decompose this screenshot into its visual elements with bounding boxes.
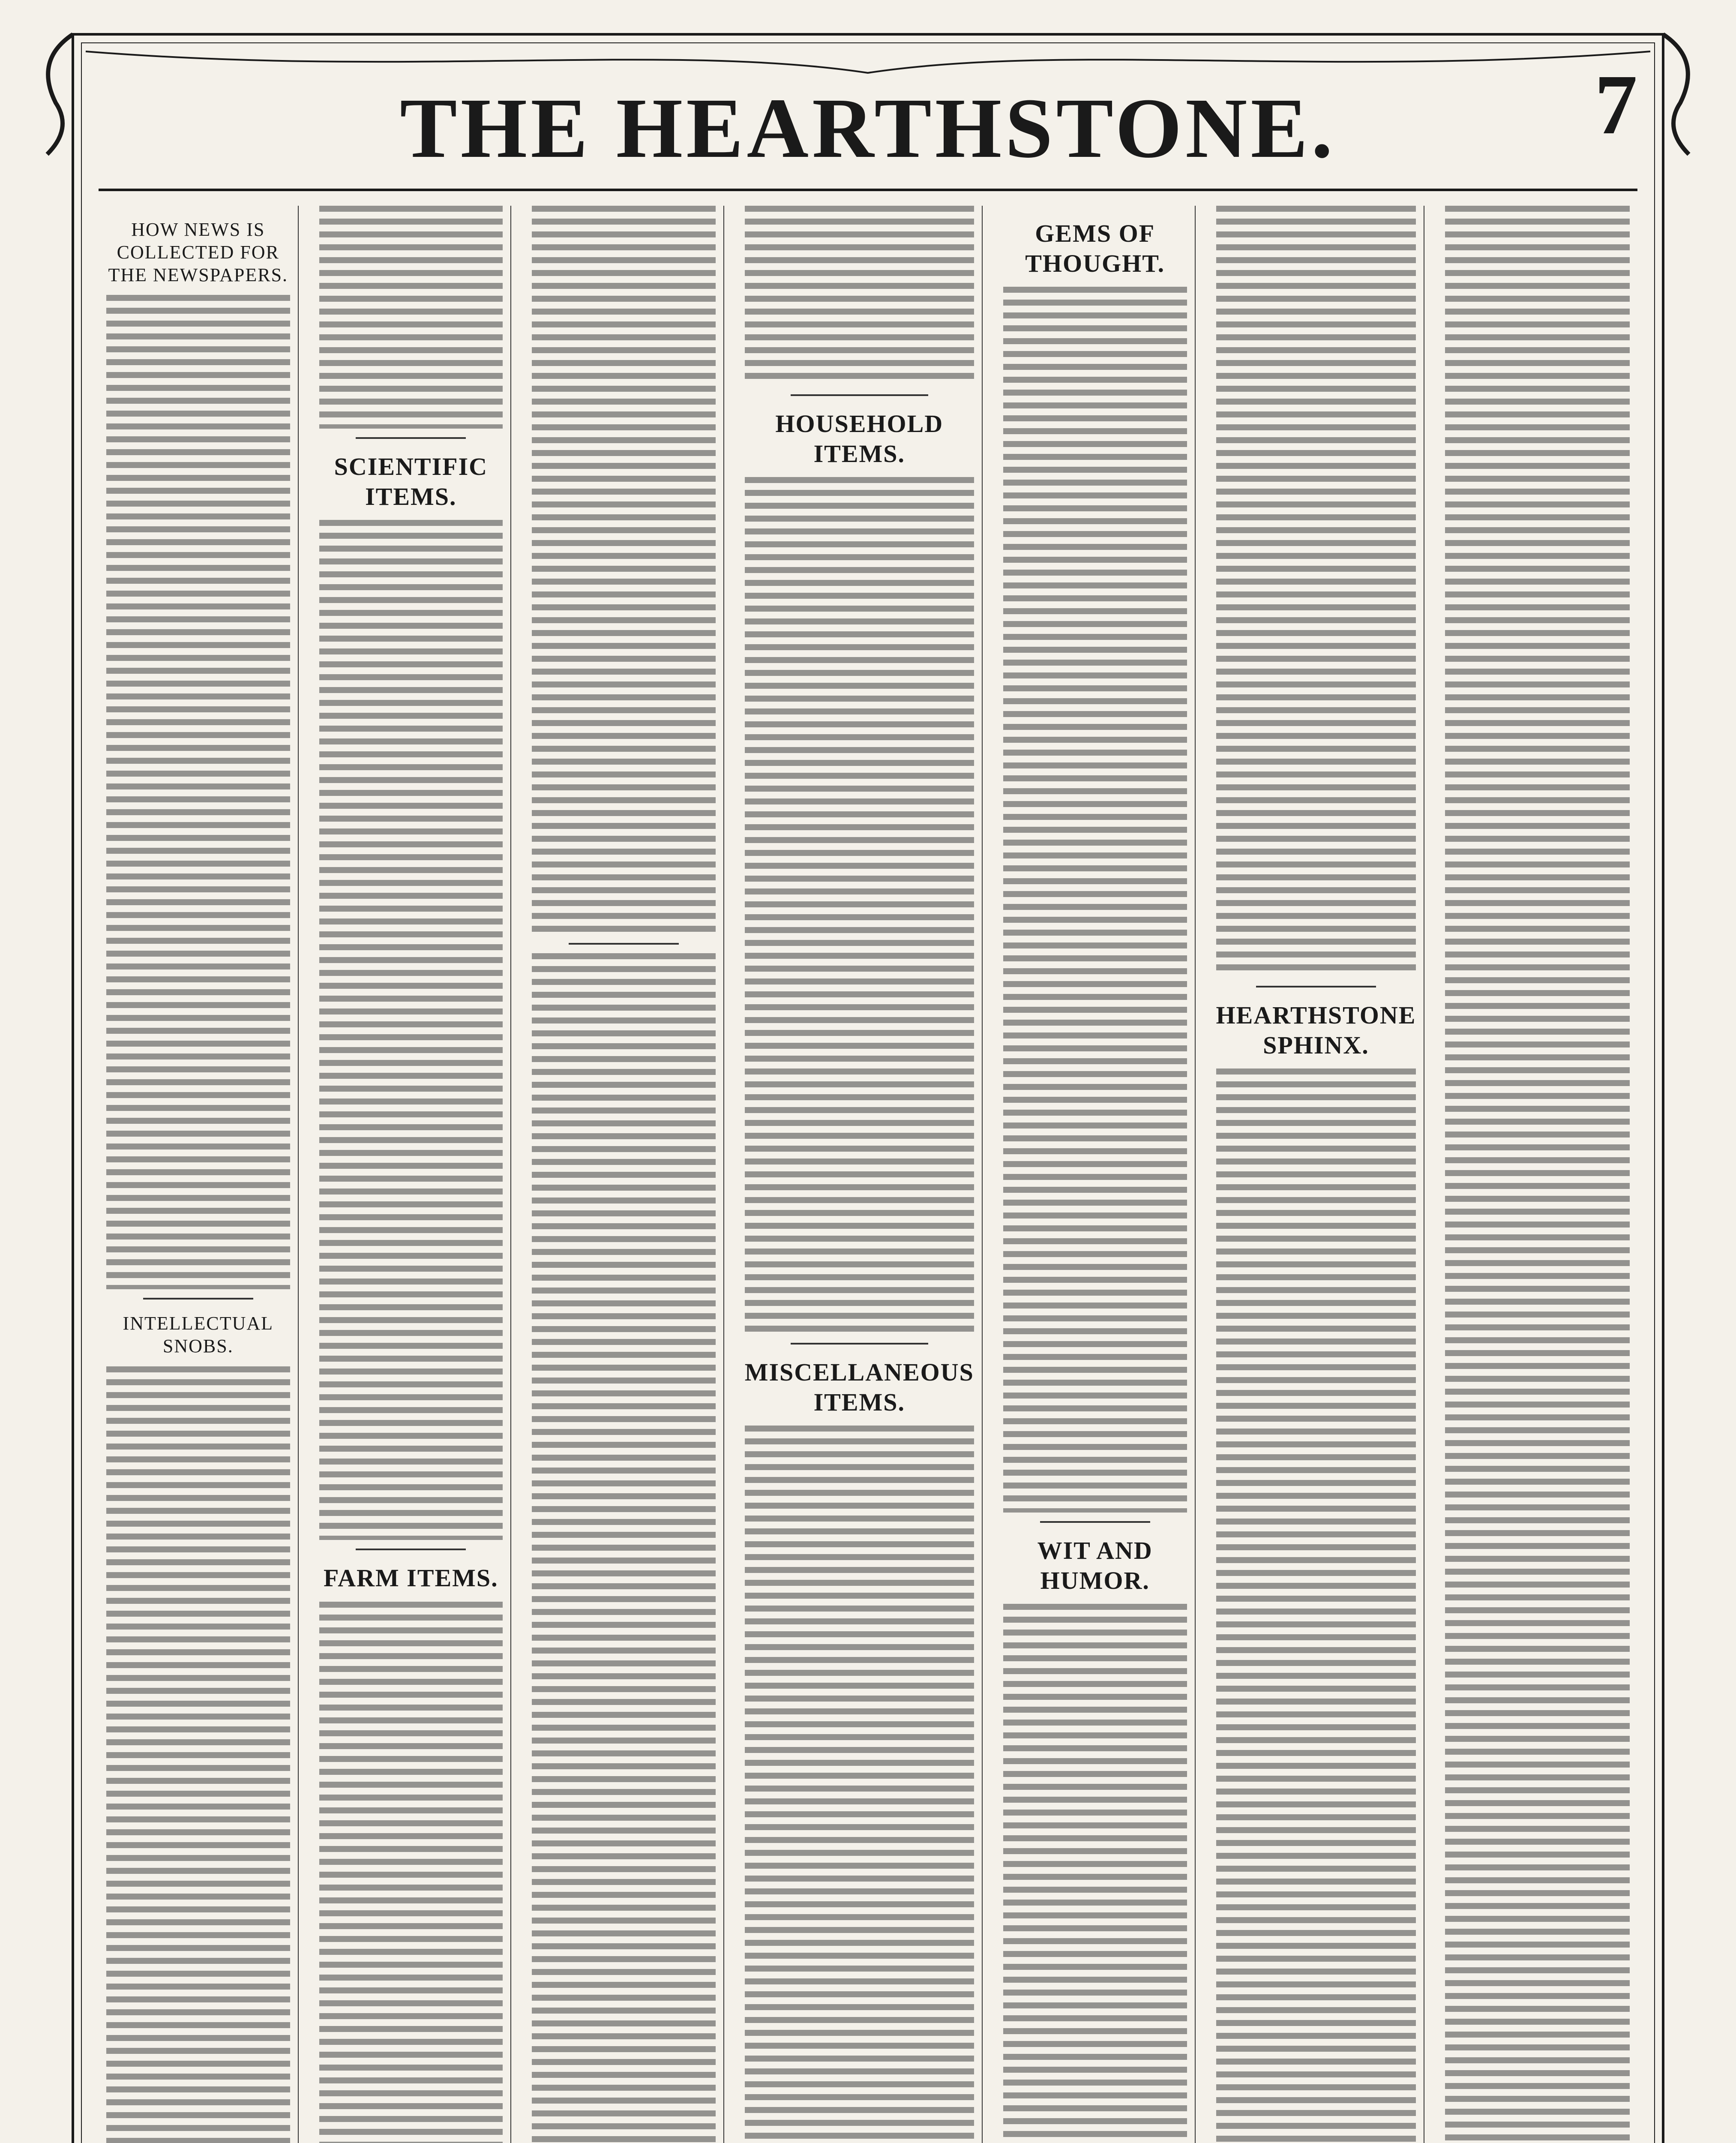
article-heading: SCIENTIFIC ITEMS. bbox=[334, 453, 488, 510]
article-body bbox=[745, 1426, 974, 2143]
article-body bbox=[106, 1366, 290, 2143]
page-number: 7 bbox=[1595, 57, 1637, 152]
article-body bbox=[1003, 1604, 1187, 2143]
article-body bbox=[319, 520, 503, 1540]
article-heading: HOW NEWS IS COLLECTED FOR THE NEWSPAPERS. bbox=[108, 219, 288, 285]
column-1 bbox=[99, 206, 299, 2143]
article-body bbox=[1216, 206, 1416, 977]
column-5 bbox=[995, 206, 1196, 2143]
newspaper-title: THE HEARTHSTONE. bbox=[400, 81, 1336, 176]
article-body bbox=[1003, 287, 1187, 1513]
section-divider bbox=[791, 394, 928, 396]
article-body bbox=[532, 953, 716, 2143]
section-divider bbox=[356, 437, 466, 439]
article-heading: GEMS OF THOUGHT. bbox=[1025, 219, 1165, 277]
section-divider bbox=[143, 1298, 253, 1300]
article-heading: MISCELLANEOUS ITEMS. bbox=[744, 1358, 974, 1416]
section-divider bbox=[569, 943, 679, 945]
article-body bbox=[106, 295, 290, 1289]
article-body bbox=[745, 477, 974, 1334]
article-body bbox=[1445, 206, 1630, 2143]
article-body bbox=[745, 206, 974, 386]
article-body bbox=[319, 1602, 503, 2143]
article-body bbox=[319, 206, 503, 429]
section-divider bbox=[356, 1549, 466, 1550]
section-divider bbox=[1256, 986, 1376, 987]
article-heading: HEARTHSTONE SPHINX. bbox=[1216, 1001, 1416, 1059]
article-columns bbox=[99, 206, 1637, 2143]
column-2 bbox=[312, 206, 512, 2143]
article-heading: FARM ITEMS. bbox=[324, 1564, 498, 1592]
column-7 bbox=[1437, 206, 1637, 2143]
masthead-rule bbox=[99, 189, 1637, 191]
article-heading: INTELLECTUAL SNOBS. bbox=[123, 1313, 274, 1357]
newspaper-page bbox=[26, 17, 1710, 2143]
article-body bbox=[1216, 1068, 1416, 2143]
section-divider bbox=[791, 1343, 928, 1345]
column-3 bbox=[524, 206, 724, 2143]
article-heading: HOUSEHOLD ITEMS. bbox=[775, 410, 944, 468]
column-6 bbox=[1208, 206, 1425, 2143]
column-4 bbox=[737, 206, 983, 2143]
article-heading: WIT AND HUMOR. bbox=[1037, 1537, 1153, 1594]
article-body bbox=[532, 206, 716, 934]
masthead bbox=[26, 43, 1710, 176]
section-divider bbox=[1040, 1521, 1150, 1523]
